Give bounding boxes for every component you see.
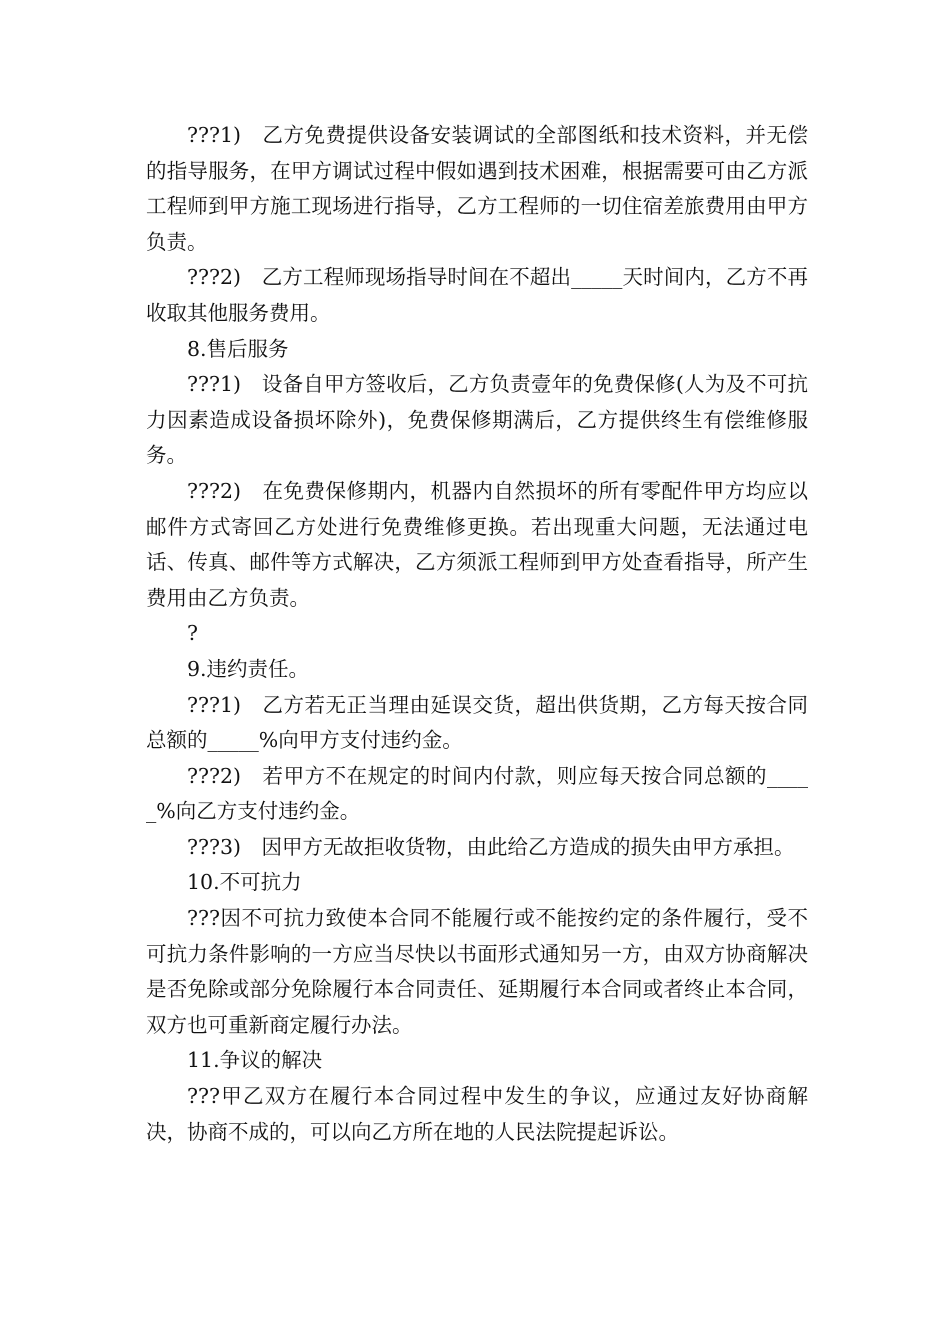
clause-9-item-3: ???3) 因甲方无故拒收货物，由此给乙方造成的损失由甲方承担。: [187, 834, 795, 859]
section-heading-after-sales: 8.售后服务: [187, 336, 289, 361]
document-page: [146, 118, 808, 1150]
clause-8-item-2: ???2) 在免费保修期内，机器内自然损坏的所有零配件甲方均应以邮件方式寄回乙方处进行免费维修更换。若出现重大问题，无法通过电话、传真、邮件等方式解决，乙方须派工程师到甲方处查看指导，所产生费用由乙方负责。: [146, 478, 808, 610]
placeholder-line: ?: [187, 621, 198, 646]
section-heading-force-majeure: 10.不可抗力: [187, 870, 302, 895]
clause-7-item-2: ???2) 乙方工程师现场指导时间在不超出_____天时间内，乙方不再收取其他服务费用。: [146, 265, 808, 325]
clause-11-body: ???甲乙双方在履行本合同过程中发生的争议，应通过友好协商解决，协商不成的，可以向乙方所在地的人民法院提起诉讼。: [146, 1084, 808, 1144]
clause-7-item-1: ???1) 乙方免费提供设备安装调试的全部图纸和技术资料，并无偿的指导服务，在甲方调试过程中假如遇到技术困难，根据需要可由乙方派工程师到甲方施工现场进行指导，乙方工程师的一切住宿差旅费用由甲方负责。: [146, 123, 808, 254]
clause-10-body: ???因不可抗力致使本合同不能履行或不能按约定的条件履行，受不可抗力条件影响的一方应当尽快以书面形式通知另一方，由双方协商解决是否免除或部分免除履行本合同责任、延期履行本合同或者终止本合同，双方也可重新商定履行办法。: [146, 906, 808, 1037]
clause-9-item-2: ???2) 若甲方不在规定的时间内付款，则应每天按合同总额的_____%向乙方支付违约金。: [146, 763, 808, 824]
clause-8-item-1: ???1) 设备自甲方签收后，乙方负责壹年的免费保修(人为及不可抗力因素造成设备损坏除外)，免费保修期满后，乙方提供终生有偿维修服务。: [146, 372, 808, 468]
clause-9-item-1: ???1) 乙方若无正当理由延误交货，超出供货期，乙方每天按合同总额的_____%向甲方支付违约金。: [146, 692, 808, 753]
section-heading-dispute: 11.争议的解决: [187, 1048, 323, 1073]
section-heading-breach: 9.违约责任。: [187, 656, 310, 681]
